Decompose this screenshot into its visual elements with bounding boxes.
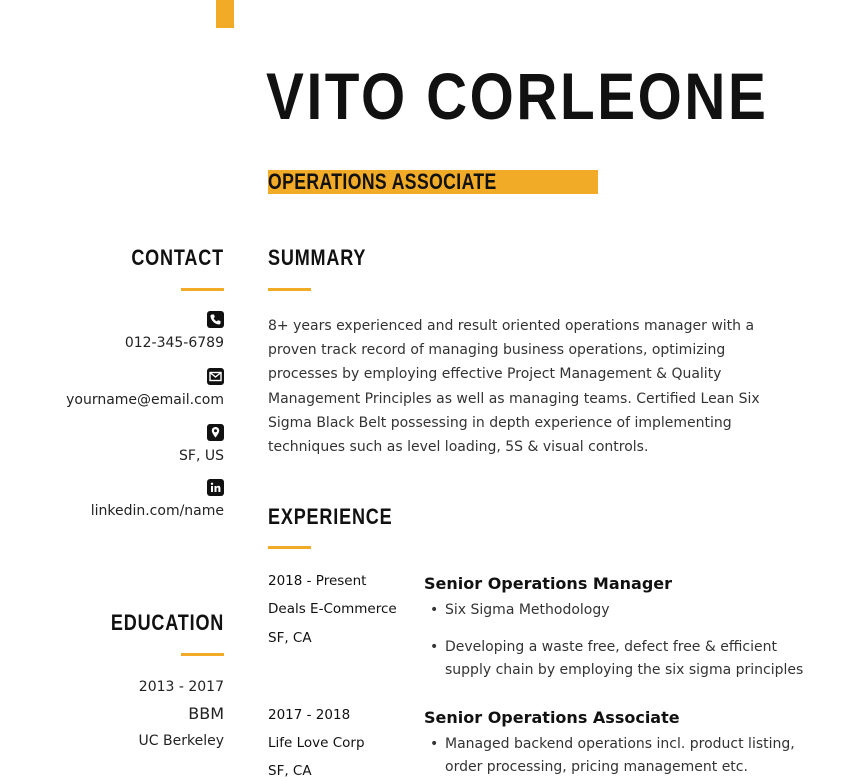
education-years: 2013 - 2017 xyxy=(138,679,224,695)
contact-rule xyxy=(181,288,224,291)
education-school: UC Berkeley xyxy=(138,733,224,749)
location-pin-icon xyxy=(207,424,224,441)
linkedin-text[interactable]: linkedin.com/name xyxy=(90,503,224,519)
summary-text: 8+ years experienced and result oriented operations manager with a proven track record of managing business operations, optimizing processes by employing effective Project Management & Quality Management Principles as well as managing teams. Certified Lean Six Sigma Black Belt possessing in depth experience of implementing techniques such as level loading, 5S & visual controls. xyxy=(268,318,760,456)
job-title: Senior Operations Associate xyxy=(424,708,680,727)
experience-rule xyxy=(268,546,311,549)
education-heading: EDUCATION xyxy=(110,610,224,635)
job-bullet: • Managed backend operations incl. product listing, order processing, pricing management etc. xyxy=(424,733,814,779)
candidate-name: VITO CORLEONE xyxy=(266,59,769,133)
summary-rule xyxy=(268,288,311,291)
job-dates: 2018 - Present xyxy=(268,573,367,589)
location-text: SF, US xyxy=(179,448,224,464)
summary-heading: SUMMARY xyxy=(268,245,367,270)
contact-heading: CONTACT xyxy=(131,245,224,270)
job-dates: 2017 - 2018 xyxy=(268,707,351,723)
accent-tab xyxy=(216,0,234,28)
job-company: Life Love Corp xyxy=(268,735,365,751)
candidate-role: OPERATIONS ASSOCIATE xyxy=(268,169,497,194)
job-company: Deals E-Commerce xyxy=(268,601,397,617)
linkedin-icon xyxy=(207,479,224,496)
job-location: SF, CA xyxy=(268,763,312,779)
job-bullet-list xyxy=(424,733,814,779)
job-bullet: • Six Sigma Methodology xyxy=(424,599,814,622)
job-location: SF, CA xyxy=(268,630,312,646)
job-bullet-list xyxy=(424,599,814,682)
job-bullet: • Developing a waste free, defect free & efficient supply chain by employing the six sigma principles xyxy=(424,636,814,682)
phone-icon xyxy=(207,311,224,328)
education-rule xyxy=(181,653,224,656)
email-text[interactable]: yourname@email.com xyxy=(66,392,224,408)
job-title: Senior Operations Manager xyxy=(424,574,673,593)
experience-heading: EXPERIENCE xyxy=(268,504,393,529)
phone-text[interactable]: 012-345-6789 xyxy=(124,335,224,351)
email-icon xyxy=(207,368,224,385)
education-degree: BBM xyxy=(188,704,224,723)
